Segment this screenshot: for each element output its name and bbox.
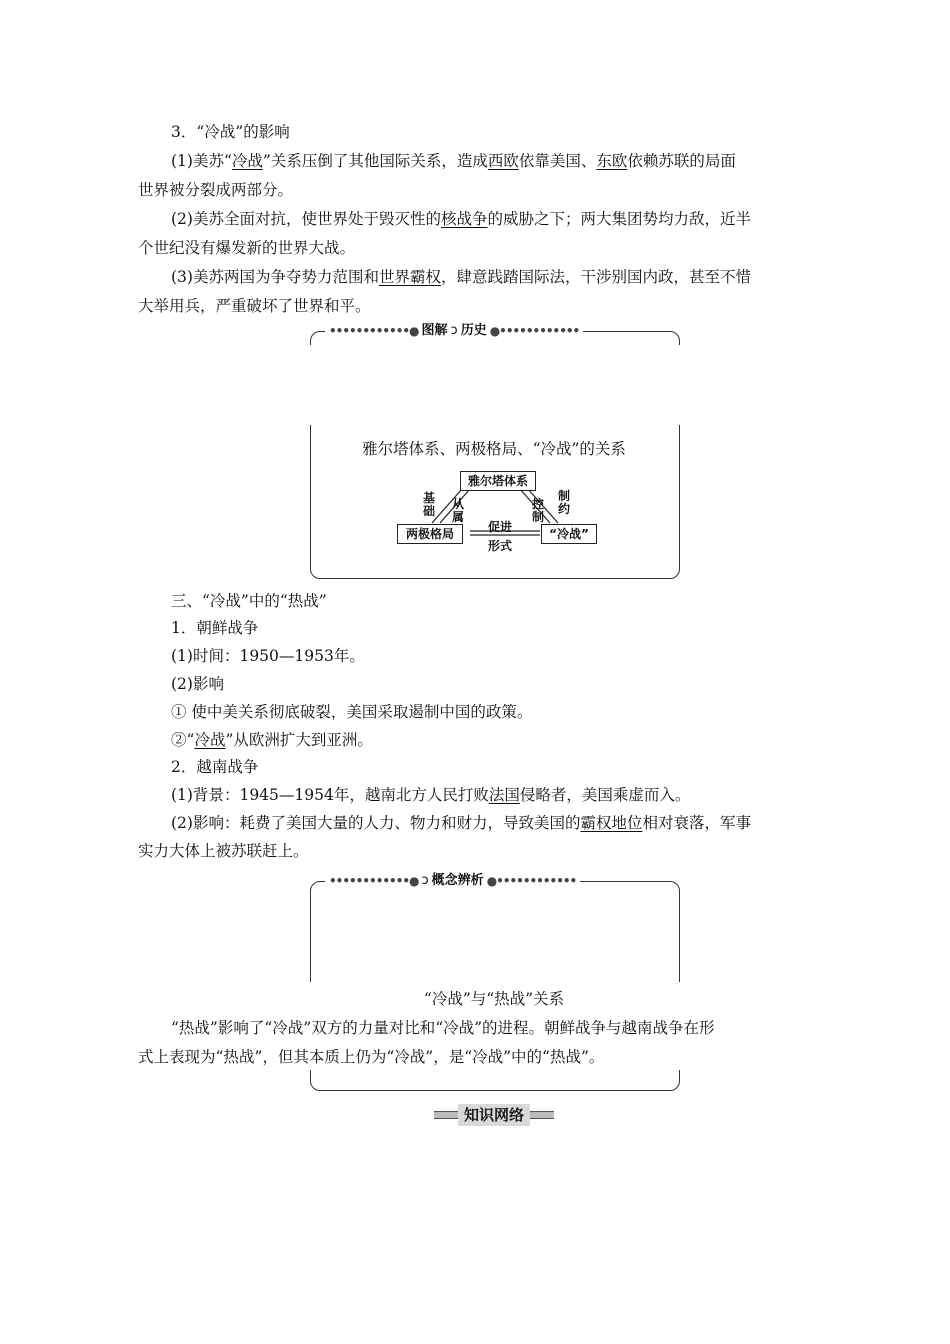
text-line: (1)时间：1950—1953年。 <box>171 647 365 665</box>
box-tag: ••••••••••••● ↄ 概念辨析 ●•••••••••••• <box>325 871 580 891</box>
swirl-icon: ↄ <box>450 323 458 338</box>
edge-label-form: 形式 <box>488 539 513 553</box>
edge-label-base: 基础 <box>423 491 436 518</box>
edge-label-restrict: 制约 <box>558 489 571 516</box>
banner-bar-left <box>434 1111 458 1119</box>
box-body: “热战”影响了“冷战”双方的力量对比和“冷战”的进程。朝鲜战争与越南战争在形 <box>171 1019 715 1037</box>
text-line-cont: 实力大体上被苏联赶上。 <box>138 842 309 860</box>
section-banner <box>434 1104 554 1126</box>
paragraph: (1)美苏“冷战”关系压倒了其他国际关系，造成西欧依靠美国、东欧依赖苏联的局面 <box>171 152 736 170</box>
box-caption: 雅尔塔体系、两极格局、“冷战”的关系 <box>362 440 626 458</box>
swirl-icon: ↄ <box>421 873 429 888</box>
edge-label-subordinate: 从属 <box>452 497 465 524</box>
paragraph: (2)美苏全面对抗，使世界处于毁灭性的核战争的威胁之下；两大集团势均力敌，近半 <box>171 210 751 228</box>
part-title: 三、“冷战”中的“热战” <box>171 592 327 610</box>
banner-title: 知识网络 <box>458 1104 530 1126</box>
box-body-cont: 式上表现为“热战”，但其本质上仍为“冷战”，是“冷战”中的“热战”。 <box>138 1048 605 1066</box>
paragraph: (3)美苏两国为争夺势力范围和世界霸权，肆意践踏国际法，干涉别国内政，甚至不惜 <box>171 268 751 286</box>
banner-bar-right <box>530 1111 554 1119</box>
box-caption: “冷战”与“热战”关系 <box>423 990 565 1008</box>
text-line: ① 使中美关系彻底破裂，美国采取遏制中国的政策。 <box>171 703 533 721</box>
text-line: (2)影响：耗费了美国大量的人力、物力和财力，导致美国的霸权地位相对衰落，军事 <box>171 814 751 832</box>
box-tag: ••••••••••••● 图解 ↄ 历史 ●•••••••••••• <box>325 321 583 341</box>
subheading: 1．朝鲜战争 <box>171 619 259 637</box>
subheading: 2．越南战争 <box>171 758 259 776</box>
text-line: (1)背景：1945—1954年，越南北方人民打败法国侵略者，美国乘虚而入。 <box>171 786 691 804</box>
paragraph-cont: 个世纪没有爆发新的世界大战。 <box>138 239 356 257</box>
section-title: 3．“冷战”的影响 <box>171 123 290 141</box>
node-yalta: 雅尔塔体系 <box>460 471 536 491</box>
paragraph-cont: 大举用兵，严重破坏了世界和平。 <box>138 297 371 315</box>
text-line: (2)影响 <box>171 675 224 693</box>
edge-label-control: 控制 <box>532 497 545 524</box>
text-line: ②“冷战”从欧洲扩大到亚洲。 <box>171 731 373 749</box>
node-coldwar: “冷战” <box>541 524 597 544</box>
paragraph-cont: 世界被分裂成两部分。 <box>138 181 294 199</box>
edge-label-promote: 促进 <box>488 520 513 534</box>
node-bipolar: 两极格局 <box>397 524 463 544</box>
